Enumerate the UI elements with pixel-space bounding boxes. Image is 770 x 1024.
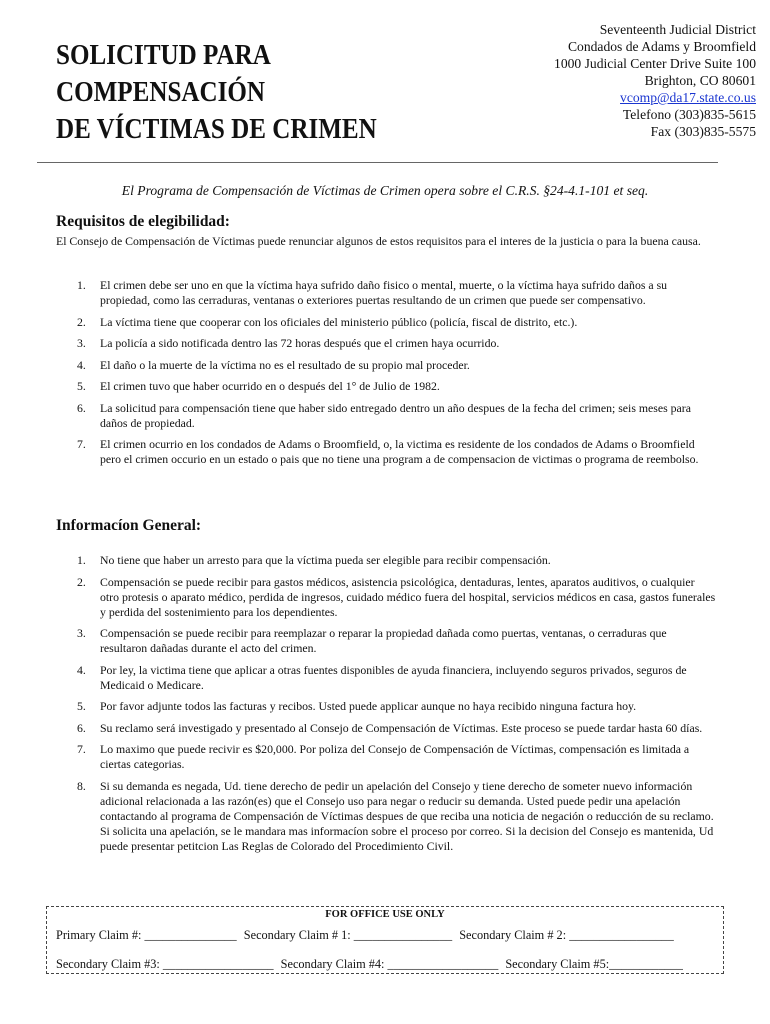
list-item: 8. Si su demanda es negada, Ud. tiene derecho de pedir un apelación del Consejo y tiene derecho de someter nuevo información adicional relacionada a las razón(es) que el Consejo uso para negar o reducir su demanda. Usted puede pedir una apelación contactando al programa de Compensación de Víctimas despues de que reciba una noticia de negación o reducción de su reclamo. Si solicita una apelación, se le mandara mas informacíon sobre el proceso por correo. Si la decision del Consejo es mantenida, Ud puede presentar petitcion Las Reglas de Colorado del Procedimiento Civil. bbox=[77, 778, 714, 853]
list-item: 1. No tiene que haber un arresto para que la víctima pueda ser elegible para recibir compensación. bbox=[77, 553, 551, 567]
page-title bbox=[56, 37, 456, 148]
list-item: 7. El crimen ocurrio en los condados de Adams o Broomfield, o, la victima es residente de los condados de Adams o Broomfield pero el crimen occurio en un estado o pais que no tiene una program a de compensacion de victimas o programa de reembolso. bbox=[77, 437, 699, 466]
list-item: 2. Compensación se puede recibir para gastos médicos, asistencia psicológica, dentaduras, lentes, aparatos auditivos, o cualquier otro protesis o aparato médico, perdida de ingresos, cuidado médico fuera del hospital, servicios médicos en casa, gastos funerales y perdida del sostenimiento para los dependientes. bbox=[77, 574, 716, 619]
list-item: 5. Por favor adjunte todos las facturas y recibos. Usted puede applicar aunque no haya recibido ninguna factura hoy. bbox=[77, 699, 637, 713]
office-use-title: FOR OFFICE USE ONLY bbox=[325, 909, 445, 920]
list-item: 4. El daño o la muerte de la víctima no es el resultado de su propio mal proceder. bbox=[77, 357, 470, 372]
city-state-zip: Brighton, CO 80601 bbox=[644, 73, 756, 88]
email-link[interactable]: vcomp@da17.state.co.us bbox=[620, 90, 756, 105]
office-claims-row-1 bbox=[56, 928, 678, 943]
fax-number: Fax (303)835-5575 bbox=[650, 124, 756, 139]
street-address: 1000 Judicial Center Drive Suite 100 bbox=[554, 56, 756, 71]
eligibility-heading: Requisitos de elegibilidad: bbox=[56, 213, 230, 230]
general-info-list bbox=[56, 553, 716, 860]
list-item: 7. Lo maximo que puede recivir es $20,000. Por poliza del Consejo de Compensación de Víctimas, compensación es limitada a ciertas categorias. bbox=[77, 742, 690, 771]
district-name: Seventeenth Judicial District bbox=[599, 22, 756, 37]
title-line-1: SOLICITUD PARA bbox=[56, 40, 271, 71]
list-item: 6. La solicitud para compensación tiene que haber sido entregado dentro un año despues de la fecha del crimen; seis meses para daños de propiedad. bbox=[77, 400, 691, 430]
program-statute-note: El Programa de Compensación de Víctimas de Crimen opera sobre el C.R.S. §24-4.1-101 et seq. bbox=[121, 183, 649, 198]
secondary-claim-3-field[interactable]: Secondary Claim #3: __________________ bbox=[56, 957, 274, 971]
secondary-claim-4-field[interactable]: Secondary Claim #4: __________________ bbox=[280, 957, 499, 971]
list-item: 5. El crimen tuvo que haber ocurrido en o después del 1° de Julio de 1982. bbox=[77, 379, 440, 393]
secondary-claim-1-field[interactable]: Secondary Claim # 1: ________________ bbox=[243, 928, 453, 942]
secondary-claim-5-field[interactable]: Secondary Claim #5:____________ bbox=[505, 957, 683, 971]
list-item: 2. La víctima tiene que cooperar con los oficiales del ministerio público (policía, fiscal de distrito, etc.). bbox=[77, 314, 578, 329]
title-line-2: COMPENSACIÓN bbox=[56, 77, 266, 108]
list-item: 3. Compensación se puede recibir para reemplazar o reparar la propiedad dañada como puertas, ventanas, o cerraduras que resultaron dañadas durante el acto del crimen. bbox=[77, 626, 667, 655]
office-use-box bbox=[46, 906, 724, 974]
list-item: 4. Por ley, la victima tiene que aplicar a otras fuentes disponibles de ayuda financiera, incluyendo seguros privados, seguros de Medicaid o Medicare. bbox=[77, 662, 687, 692]
general-info-heading: Informacíon General: bbox=[56, 517, 202, 534]
office-claims-row-2 bbox=[56, 957, 687, 972]
list-item: 6. Su reclamo será investigado y presentado al Consejo de Compensación de Víctimas. Este proceso se puede tardar hasta 60 días. bbox=[77, 720, 703, 735]
office-address-block bbox=[456, 21, 756, 140]
eligibility-list bbox=[56, 278, 716, 474]
list-item: 1. El crimen debe ser uno en que la víctima haya sufrido daño fisico o mental, muerte, o la víctima haya sufrido daños a su propiedad, como las cerraduras, ventanas o exteriores puertas resultando de un crimen que puede ser compensativo. bbox=[77, 278, 668, 307]
phone-number: Telefono (303)835-5615 bbox=[622, 107, 756, 122]
primary-claim-field[interactable]: Primary Claim #: _______________ bbox=[56, 928, 237, 942]
header-divider bbox=[37, 162, 718, 163]
counties: Condados de Adams y Broomfield bbox=[567, 39, 756, 54]
eligibility-description: El Consejo de Compensación de Víctimas puede renunciar algunos de estos requisitos para el interes de la justicia o para la buena causa. bbox=[56, 234, 701, 248]
list-item: 3. La policía a sido notificada dentro las 72 horas después que el crimen haya ocurrido. bbox=[77, 336, 500, 350]
title-line-3: DE VÍCTIMAS DE CRIMEN bbox=[56, 114, 377, 145]
secondary-claim-2-field[interactable]: Secondary Claim # 2: _________________ bbox=[459, 928, 674, 942]
